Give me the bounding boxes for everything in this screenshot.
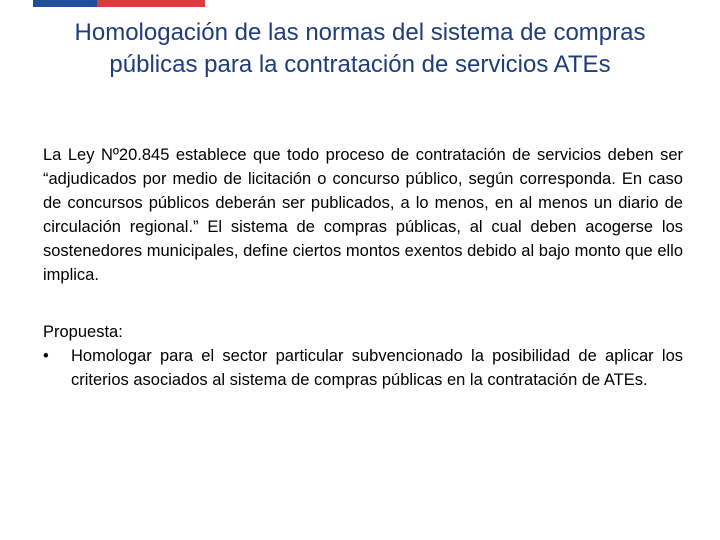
flag-red-stripe (97, 0, 205, 7)
slide-body (43, 143, 683, 392)
slide-title: Homologación de las normas del sistema de compras públicas para la contratación de servicios ATEs (74, 19, 646, 78)
proposal-list (43, 344, 683, 392)
flag-blue-stripe (33, 0, 97, 7)
list-item (43, 344, 683, 392)
list-item-text: Homologar para el sector particular subvencionado la posibilidad de aplicar los criterios asociados al sistema de compras públicas en la contratación de ATEs. (71, 347, 683, 389)
government-flag-bar (33, 0, 205, 7)
bullet-icon: • (43, 347, 49, 365)
proposal-label: Propuesta: (43, 323, 123, 341)
law-paragraph: La Ley Nº20.845 establece que todo proceso de contratación de servicios deben ser “adjudicados por medio de licitación o concurso público, según corresponda. En caso de concursos públicos deberán ser publicados, a lo menos, en al menos un diario de circulación regional.” El sistema de compras públicas, al cual deben acogerse los sostenedores municipales, define ciertos montos exentos debido al bajo monto que ello implica. (43, 146, 683, 284)
